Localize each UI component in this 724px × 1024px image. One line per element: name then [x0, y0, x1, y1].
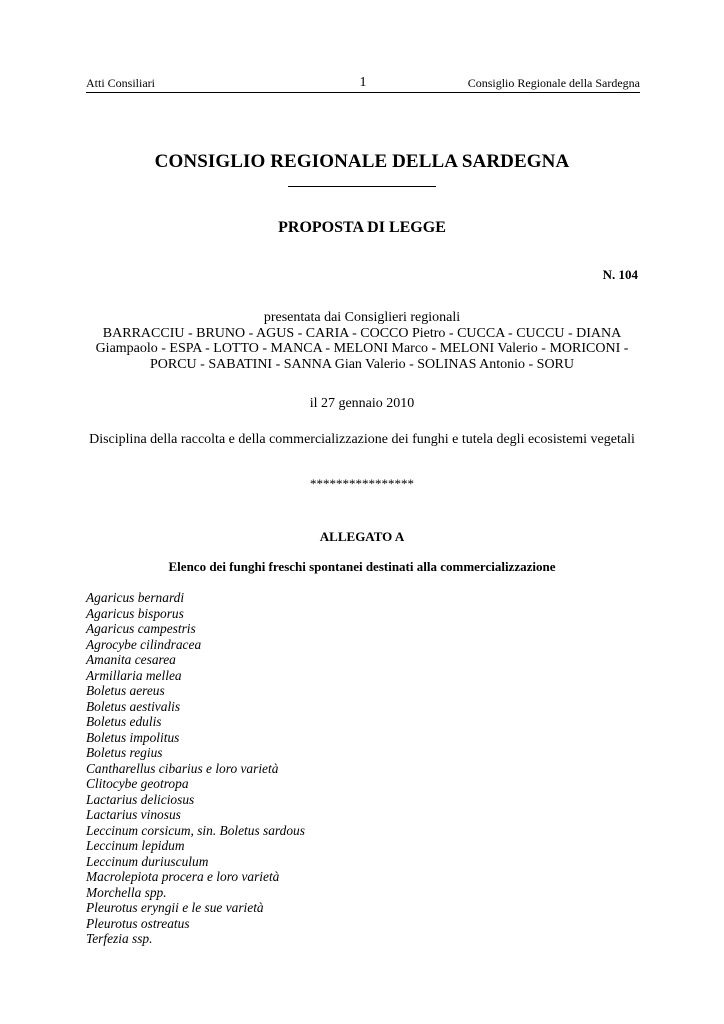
species-item: Morchella spp.	[86, 884, 167, 900]
species-item: Agaricus campestris	[86, 621, 196, 636]
species-item: Agrocybe cilindracea	[86, 636, 202, 652]
header-right: Consiglio Regionale della Sardegna	[467, 76, 640, 90]
species-item: Armillaria mellea	[86, 667, 182, 683]
presenters-line: BARRACCIU - BRUNO - AGUS - CARIA - COCCO Pietro - CUCCA - CUCCU - DIANA	[102, 325, 622, 341]
species-item: Lactarius vinosus	[86, 807, 181, 822]
page-number: 1	[359, 75, 367, 90]
species-item: Pleurotus ostreatus	[86, 915, 190, 931]
annex-title: Elenco dei funghi freschi spontanei destinati alla commercializzazione	[168, 559, 556, 574]
species-item: Agaricus bisporus	[86, 605, 184, 621]
document-subtitle: PROPOSTA DI LEGGE	[278, 219, 446, 236]
species-item: Amanita cesarea	[86, 652, 176, 667]
law-title: Disciplina della raccolta e della commercializzazione dei funghi e tutela degli ecosistemi vegetali	[89, 432, 635, 447]
species-list	[86, 590, 305, 947]
proposal-number: N. 104	[602, 267, 638, 282]
page-header	[86, 75, 640, 93]
presenters-block	[86, 310, 638, 372]
species-item: Boletus aereus	[86, 683, 165, 698]
species-item: Leccinum lepidum	[86, 838, 185, 853]
species-item: Lactarius deliciosus	[86, 791, 195, 807]
title-underline	[288, 186, 436, 187]
species-item: Leccinum corsicum, sin. Boletus sardous	[86, 822, 305, 838]
species-item: Terfezia ssp.	[86, 931, 153, 946]
presenters-line: Giampaolo - ESPA - LOTTO - MANCA - MELONI Marco - MELONI Valerio - MORICONI -	[95, 341, 629, 356]
species-item: Macrolepiota procera e loro varietà	[86, 869, 280, 884]
presenters-intro: presentata dai Consiglieri regionali	[263, 310, 461, 325]
species-item: Agaricus bernardi	[86, 590, 185, 605]
document-title: CONSIGLIO REGIONALE DELLA SARDEGNA	[154, 151, 570, 172]
species-item: Clitocybe geotropa	[86, 776, 189, 791]
species-item: Boletus aestivalis	[86, 698, 181, 714]
species-item: Leccinum duriusculum	[86, 853, 209, 869]
annex-label: ALLEGATO A	[319, 529, 405, 544]
species-item: Boletus impolitus	[86, 729, 180, 745]
species-item: Boletus edulis	[86, 714, 162, 729]
presentation-date: il 27 gennaio 2010	[309, 396, 415, 411]
header-left: Atti Consiliari	[86, 76, 155, 90]
species-item: Boletus regius	[86, 745, 163, 760]
species-item: Cantharellus cibarius e loro varietà	[86, 760, 279, 776]
presenters-line: PORCU - SABATINI - SANNA Gian Valerio - SOLINAS Antonio - SORU	[149, 356, 575, 372]
species-item: Pleurotus eryngii e le sue varietà	[86, 900, 264, 915]
separator: ****************	[310, 476, 414, 491]
